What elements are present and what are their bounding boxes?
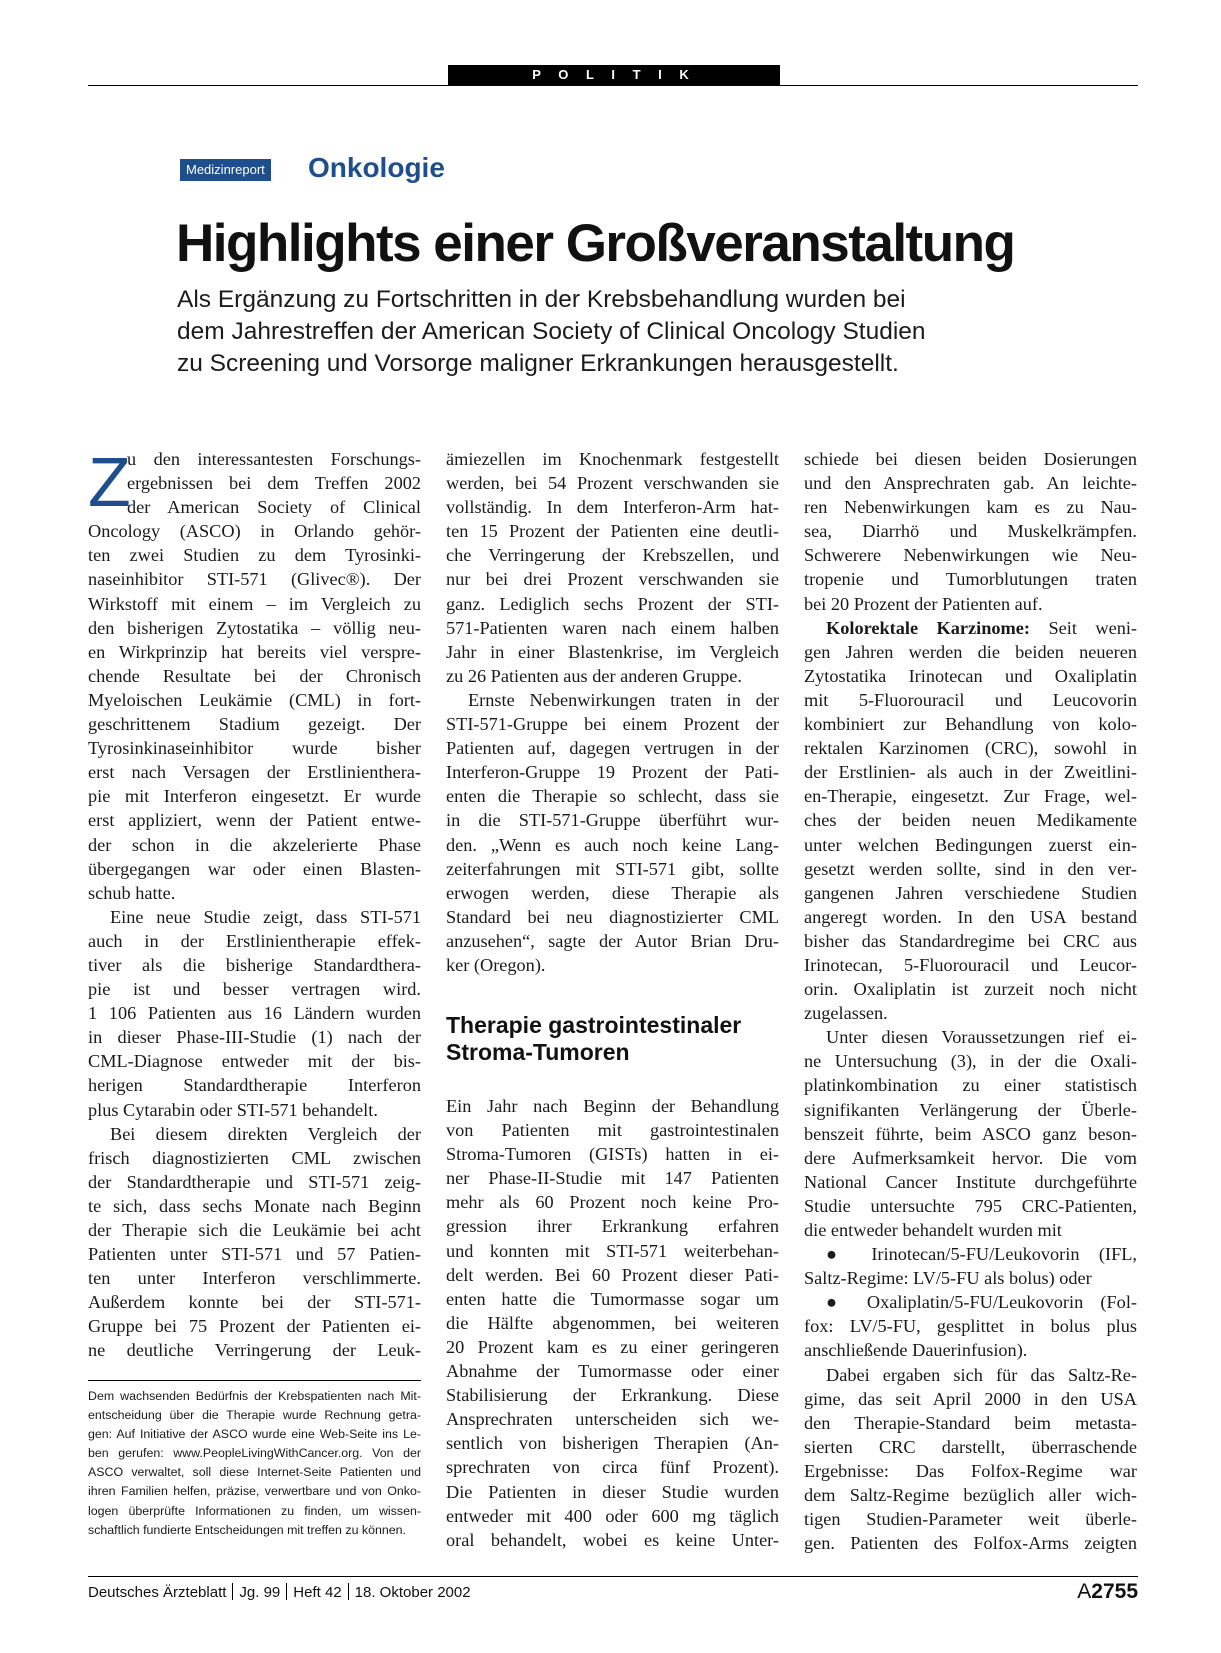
subheading-line: Therapie gastrointestinaler [446,1012,742,1038]
lead-line: Als Ergänzung zu Fortschritten in der Krebsbehandlung wurden bei [177,286,906,313]
footer-separator [348,1583,349,1600]
text-line: ker (Oregon). [446,954,546,975]
footer-rule [88,1576,1138,1577]
text-line: ergebnissen bei dem Treffen 2002 [127,473,421,494]
text-line: ämiezellen im Knochenmark festgestellt [446,449,779,469]
text-line: sea, Diarrhö und Muskelkrämpfen. [804,521,1137,542]
text-line: erst nach Versagen der Erstlinienthera- [88,762,421,783]
text-line: u den interessantesten Forschungs- [127,449,421,469]
text-line: 20 Prozent kam es zu einer geringeren [446,1336,779,1357]
page-number-value: 2755 [1091,1580,1138,1603]
lead-line: zu Screening und Vorsorge maligner Erkrankungen herausgestellt. [177,350,899,377]
paragraph [446,688,779,977]
bullet-item [804,1290,1137,1362]
text-line: rektalen Karzinomen (CRC), sowohl in [804,738,1137,759]
text-line: übergegangen war oder einen Blasten- [88,858,421,879]
text-line: STI-571-Gruppe bei einem Prozent der [446,714,779,735]
text-line: mehr als 60 Prozent noch keine Pro- [446,1192,779,1213]
text-line: geschrittenem Stadium gezeigt. Der [88,714,421,735]
page-number [1077,1577,1138,1607]
run-in-heading: Kolorektale Karzinome: [826,617,1030,638]
text-line: Patienten unter STI-571 und 57 Patien- [88,1244,421,1265]
subheading-line: Stroma-Tumoren [446,1039,630,1065]
text-line: zu 26 Patienten aus der anderen Gruppe. [446,665,742,686]
text-line: Stroma-Tumoren (GISTs) hatten in ei- [446,1144,779,1165]
text-line: Unter diesen Voraussetzungen rief ei- [826,1027,1137,1048]
text-line: kombiniert zur Behandlung von kolo- [804,714,1137,735]
text-line: der schon in die akzelerierte Phase [88,834,421,855]
footnote-line: Dem wachsenden Bedürfnis der Krebspatienten nach Mit- [88,1389,421,1403]
text-line: Myeloischen Leukämie (CML) in fort- [88,689,421,710]
text-line: vollständig. In dem Interferon-Arm hat- [446,497,779,518]
text-line: enten die Therapie so schlecht, dass sie [446,786,779,807]
text-line: oral behandelt, wobei es keine Unter- [446,1529,779,1550]
paragraph [446,1094,779,1552]
text-line: die Hälfte abgenommen, bei weiteren [446,1312,779,1333]
text-line: Ansprechraten unterscheiden sich we- [446,1409,779,1430]
text-line: Ernste Nebenwirkungen traten in der [468,689,779,710]
text-line: CML-Diagnose entweder mit der bis- [88,1051,421,1072]
text-line: ● Irinotecan/5-FU/Leukovorin (IFL, [826,1244,1137,1265]
text-line: der Standardtherapie und STI-571 zeig- [88,1171,421,1192]
text-line: pie ist und besser vertragen wird. [88,979,421,1000]
text-line: auch in der Erstlinientherapie effek- [88,930,421,951]
text-line: angeregt worden. In den USA bestand [804,906,1137,927]
text-line: en Wirkprinzip hat bereits viel verspre- [88,641,421,662]
text-line: signifikanten Verlängerung der Überle- [804,1099,1137,1120]
text-line: Ergebnisse: Das Folfox-Regime war [804,1460,1137,1481]
article-column-1 [88,443,421,1363]
footnote-line: ASCO verwaltet, soll diese Internet-Seite Patienten und [88,1465,421,1480]
text-line: naseinhibitor STI-571 (Glivec®). Der [88,569,421,590]
text-line: Dabei ergaben sich für das Saltz-Re- [826,1364,1137,1385]
text-line: platinkombination zu einer statistisch [804,1075,1137,1096]
text-line: Standard bei neu diagnostizierter CML [446,906,779,927]
text-line: nur bei drei Prozent verschwanden sie [446,569,779,590]
text-line: Wirkstoff mit einem – im Vergleich zu [88,593,421,614]
article-column-2 [446,447,779,977]
footnote-line: schaftlich fundierte Entscheidungen mit treffen zu können. [88,1522,406,1537]
drop-cap: Z [88,443,131,521]
text-line: te sich, dass sechs Monate nach Beginn [88,1195,421,1216]
text-line: und den Ansprechraten gab. An leichte- [804,473,1137,494]
text-line: tigen Studien-Parameter weit überle- [804,1509,1137,1530]
article-column-3 [804,447,1137,1555]
text-line: fox: LV/5-FU, gesplittet in bolus plus [804,1316,1137,1337]
text-line: sierten CRC darstellt, überraschende [804,1436,1137,1457]
text-line: entweder mit 400 oder 600 mg täglich [446,1505,779,1526]
text-line: gen. Patienten des Folfox-Arms zeigten [804,1533,1137,1554]
paragraph [804,1363,1137,1556]
text-line: erwogen werden, diese Therapie als [446,882,779,903]
text-line [804,616,1137,640]
text-line: Die Patienten in dieser Studie wurden [446,1481,779,1502]
text-line: ten unter Interferon verschlimmerte. [88,1268,421,1289]
text-line: anschließende Dauerinfusion). [804,1340,1028,1361]
text-line: unter welchen Bedingungen zuerst ein- [804,834,1137,855]
text-line: orin. Oxaliplatin ist zurzeit noch nicht [804,979,1137,1000]
issue-date: 18. Oktober 2002 [354,1584,471,1601]
text-line: dem Saltz-Regime bezüglich aller wich- [804,1485,1137,1506]
text-line: der Therapie sich die Leukämie bei acht [88,1220,421,1240]
text-line: en-Therapie, eingesetzt. Zur Frage, wel- [804,786,1137,807]
paragraph [88,1122,421,1363]
text-line: Tyrosinkinaseinhibitor wurde bisher [88,738,421,759]
footnote-rule [88,1380,421,1381]
text-line: Abnahme der Tumormasse oder einer [446,1361,779,1382]
text-line: gression ihrer Erkrankung erfahren [446,1216,779,1237]
paragraph [804,447,1137,616]
text-line: ne deutliche Verringerung der Leuk- [88,1340,421,1361]
text-line: anzusehen“, sagte der Autor Brian Dru- [446,930,779,951]
text-line: Irinotecan, 5-Fluorouracil und Leucor- [804,954,1137,975]
footnote-line: gen: Auf Initiative der ASCO wurde eine Web-Seite ins Le- [88,1427,421,1442]
text-line: 1 106 Patienten aus 16 Ländern wurden [88,1003,421,1024]
text-line: den Therapie-Standard beim metasta- [804,1412,1137,1433]
text-line: der Erstlinien- als auch in der Zweitlini- [804,762,1137,783]
text-line: 571-Patienten waren nach einem halben [446,617,779,638]
text-line: den bisherigen Zytostatika – völlig neu- [88,617,421,638]
text-line: gen Jahren werden die beiden neueren [804,641,1137,662]
text-line: die entweder behandelt wurden mit [804,1220,1062,1240]
paragraph [88,443,421,905]
text-line: dere Aufmerksamkeit hervor. Die vom [804,1147,1137,1168]
text-line: ner Phase-II-Studie mit 147 Patienten [446,1168,779,1189]
text-line: herigen Standardtherapie Interferon [88,1075,421,1096]
text-line: gime, das seit April 2000 in den USA [804,1388,1137,1409]
text-line: tropenie und Tumorblutungen traten [804,569,1137,590]
text-line: gesetzt werden sollte, sind in den ver- [804,858,1137,879]
text-fragment: Seit weni- [1048,617,1137,638]
text-line: Zytostatika Irinotecan und Oxaliplatin [804,665,1137,686]
paragraph [804,1025,1137,1242]
footnote-line: ihren Familien helfen, präzise, verwertbare und von Onko- [88,1484,421,1499]
text-line: ren Nebenwirkungen kam es zu Nau- [804,497,1137,518]
text-line: Gruppe bei 75 Prozent der Patienten ei- [88,1316,421,1337]
text-line: Ein Jahr nach Beginn der Behandlung [446,1096,779,1116]
text-line: in dieser Phase-III-Studie (1) nach der [88,1027,421,1048]
text-line: delt werden. Bei 60 Prozent dieser Pati- [446,1264,779,1285]
text-line: frisch diagnostizierten CML zwischen [88,1147,421,1168]
footnote-line: logen überprüfte Informationen zu finden, um wissen- [88,1503,421,1518]
article-headline: Highlights einer Großveranstaltung [176,214,1015,273]
page-prefix: A [1077,1580,1092,1603]
text-line: gangenen Jahren verschiedene Studien [804,882,1137,903]
text-line: den. „Wenn es auch noch keine Lang- [446,834,779,855]
text-line: ganz. Lediglich sechs Prozent der STI- [446,593,779,614]
paragraph [446,447,779,688]
text-line: sprechraten von circa fünf Prozent). [446,1457,779,1478]
text-line: zugelassen. [804,1003,888,1024]
text-line: enten hatte die Tumormasse sogar um [446,1288,779,1309]
text-line: bei 20 Prozent der Patienten auf. [804,593,1043,614]
text-line: bisher das Standardregime bei CRC aus [804,930,1137,951]
text-line: pie mit Interferon eingesetzt. Er wurde [88,786,421,807]
category-badge: Medizinreport [180,159,271,181]
text-line: Bei diesem direkten Vergleich der [110,1123,421,1144]
text-line: che Verringerung der Krebszellen, und [446,545,779,566]
text-line: Oncology (ASCO) in Orlando gehör- [88,521,421,542]
journal-name: Deutsches Ärzteblatt [88,1584,227,1601]
section-subheading [446,1012,779,1066]
text-line: Studie untersuchte 795 CRC-Patienten, [804,1195,1137,1216]
bullet-item [804,1242,1137,1290]
article-column-2-continued [446,1094,779,1552]
text-line: Patienten auf, dagegen vertrugen in der [446,738,779,759]
text-line: Außerdem konnte bei der STI-571- [88,1292,421,1313]
text-line: Saltz-Regime: LV/5-FU als bolus) oder [804,1268,1092,1289]
text-line: der American Society of Clinical [127,497,421,518]
text-line: ten 15 Prozent der Patienten eine deutli- [446,521,779,542]
text-line: erst appliziert, wenn der Patient entwe- [88,810,421,831]
footer-citation [88,1581,471,1605]
text-line: mit 5-Fluorouracil und Leucovorin [804,689,1137,710]
text-line: und konnten mit STI-571 weiterbehan- [446,1240,779,1261]
text-line: chende Resultate bei der Chronisch [88,665,421,686]
footer-separator [232,1583,233,1600]
text-line: plus Cytarabin oder STI-571 behandelt. [88,1099,378,1120]
text-line: ● Oxaliplatin/5-FU/Leukovorin (Fol- [826,1292,1137,1313]
top-rule [88,85,1138,86]
text-line: Schwerere Nebenwirkungen wie Neu- [804,545,1137,566]
text-line: benszeit führte, beim ASCO ganz beson- [804,1123,1137,1144]
journal-volume: Jg. 99 [239,1584,281,1601]
text-line: Jahr in einer Blastenkrise, im Vergleich [446,641,779,662]
section-label: P O L I T I K [448,65,780,85]
text-line: schub hatte. [88,882,176,903]
text-line: in die STI-571-Gruppe überführt wur- [446,810,779,831]
footer-separator [286,1583,287,1600]
lead-line: dem Jahrestreffen der American Society of Clinical Oncology Studien [177,318,926,345]
text-line: von Patienten mit gastrointestinalen [446,1120,779,1141]
paragraph [88,905,421,1122]
text-line: tiver als die bisherige Standardthera- [88,954,421,975]
text-line: Interferon-Gruppe 19 Prozent der Pati- [446,762,779,783]
text-line: Stabilisierung der Erkrankung. Diese [446,1385,779,1406]
text-line: ten zwei Studien zu dem Tyrosinki- [88,545,421,566]
text-line: National Cancer Institute durchgeführte [804,1171,1137,1192]
text-line: Eine neue Studie zeigt, dass STI-571 [110,906,421,927]
text-line: schiede bei diesen beiden Dosierungen [804,449,1137,469]
text-line: zeiterfahrungen mit STI-571 gibt, sollte [446,858,779,879]
paragraph [804,616,1137,1026]
text-line: ne Untersuchung (3), in der die Oxali- [804,1051,1137,1072]
journal-issue: Heft 42 [293,1584,342,1601]
footnote-box [88,1387,421,1540]
topic-label: Onkologie [308,152,445,183]
text-line: sentlich von bisherigen Therapien (An- [446,1433,779,1454]
text-line: werden, bei 54 Prozent verschwanden sie [446,473,779,494]
text-line: ches der beiden neuen Medikamente [804,810,1137,831]
footnote-line: ben gerufen: www.PeopleLivingWithCancer.org. Von der [88,1446,421,1461]
footnote-line: entscheidung über die Therapie wurde Rechnung getra- [88,1408,421,1423]
